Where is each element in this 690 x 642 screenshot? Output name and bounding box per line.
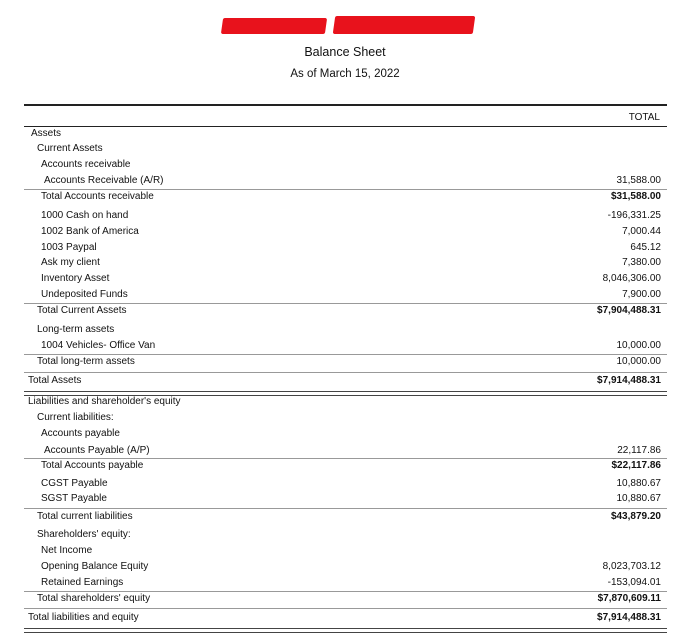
- group-current-assets: [24, 141, 667, 157]
- row-label: Undeposited Funds: [41, 289, 128, 300]
- table-row[interactable]: [24, 373, 667, 389]
- table-row[interactable]: [24, 240, 667, 256]
- row-label: CGST Payable: [41, 478, 108, 489]
- row-value[interactable]: $7,870,609.11: [597, 593, 661, 604]
- row-label: Total liabilities and equity: [28, 612, 139, 623]
- table-row[interactable]: [24, 173, 667, 189]
- row-label: Retained Earnings: [41, 577, 124, 588]
- redaction-mark: [333, 16, 476, 34]
- row-label: Opening Balance Equity: [41, 561, 149, 572]
- row-label: Accounts receivable: [41, 159, 131, 170]
- section-liabilities-equity: [24, 394, 667, 410]
- row-label: Total current liabilities: [37, 511, 133, 522]
- row-value[interactable]: 7,900.00: [622, 289, 661, 300]
- row-label: Total Current Assets: [37, 305, 127, 316]
- double-rule: [24, 628, 667, 633]
- row-label: Current liabilities:: [37, 412, 114, 423]
- row-value[interactable]: -196,331.25: [607, 210, 661, 221]
- table-row[interactable]: [24, 591, 667, 607]
- table-row[interactable]: [24, 271, 667, 287]
- row-value[interactable]: 645.12: [630, 242, 661, 253]
- row-value[interactable]: $22,117.86: [611, 460, 661, 471]
- row-label: Accounts Receivable (A/R): [44, 175, 164, 186]
- row-label: Accounts payable: [41, 428, 120, 439]
- row-value[interactable]: $7,914,488.31: [597, 375, 661, 386]
- redaction-mark: [221, 18, 327, 34]
- row-label: Long-term assets: [37, 324, 115, 335]
- table-row[interactable]: [24, 559, 667, 575]
- row-label: Assets: [31, 128, 62, 139]
- row-value[interactable]: 31,588.00: [616, 175, 661, 186]
- row-label: Liabilities and shareholder's equity: [28, 396, 181, 407]
- header-rule-top: [24, 104, 667, 106]
- row-label: 1003 Paypal: [41, 242, 97, 253]
- row-label: Net Income: [41, 545, 93, 556]
- row-value[interactable]: 10,000.00: [616, 356, 661, 367]
- row-label: Total shareholders' equity: [37, 593, 151, 604]
- table-row[interactable]: [24, 543, 667, 559]
- company-name-redacted: [0, 12, 690, 38]
- row-value[interactable]: 10,000.00: [616, 340, 661, 351]
- row-value[interactable]: 22,117.86: [617, 445, 661, 456]
- row-label: 1002 Bank of America: [41, 226, 139, 237]
- row-value[interactable]: -153,094.01: [607, 577, 661, 588]
- row-label: 1004 Vehicles- Office Van: [41, 340, 156, 351]
- table-row[interactable]: [24, 354, 667, 370]
- row-label: Total Accounts payable: [41, 460, 144, 471]
- row-label: Total long-term assets: [37, 356, 135, 367]
- subtotal-rule: [24, 608, 667, 609]
- report-date: As of March 15, 2022: [290, 68, 400, 80]
- row-value[interactable]: $43,879.20: [610, 511, 661, 522]
- row-value[interactable]: $7,904,488.31: [597, 305, 661, 316]
- table-row[interactable]: [24, 338, 667, 354]
- row-label: Current Assets: [37, 143, 103, 154]
- row-label: Ask my client: [41, 257, 100, 268]
- table-row[interactable]: [24, 575, 667, 591]
- table-row[interactable]: [24, 255, 667, 271]
- group-shareholders-equity: [24, 527, 667, 543]
- row-label: Inventory Asset: [41, 273, 110, 284]
- report-title: Balance Sheet: [304, 45, 386, 59]
- row-label: Accounts Payable (A/P): [44, 445, 150, 456]
- table-row[interactable]: [24, 476, 667, 492]
- table-row[interactable]: [24, 458, 667, 474]
- row-value[interactable]: 8,046,306.00: [602, 273, 661, 284]
- table-row[interactable]: [24, 189, 667, 205]
- column-header-total: TOTAL: [628, 112, 660, 123]
- group-current-liabilities: [24, 410, 667, 426]
- row-label: SGST Payable: [41, 493, 107, 504]
- row-value[interactable]: $31,588.00: [610, 191, 661, 202]
- table-row[interactable]: [24, 303, 667, 319]
- row-value[interactable]: $7,914,488.31: [597, 612, 661, 623]
- group-long-term-assets: [24, 322, 667, 338]
- group-accounts-payable: [24, 426, 667, 442]
- row-label: Shareholders' equity:: [37, 529, 131, 540]
- row-value[interactable]: 8,023,703.12: [602, 561, 661, 572]
- row-label: 1000 Cash on hand: [41, 210, 129, 221]
- section-assets: [24, 126, 667, 142]
- row-value[interactable]: 7,000.44: [622, 226, 661, 237]
- table-row[interactable]: [24, 443, 667, 459]
- row-value[interactable]: 10,880.67: [616, 493, 661, 504]
- row-value[interactable]: 7,380.00: [622, 257, 661, 268]
- row-label: Total Assets: [28, 375, 82, 386]
- row-value[interactable]: 10,880.67: [616, 478, 661, 489]
- table-row[interactable]: [24, 224, 667, 240]
- table-row[interactable]: [24, 208, 667, 224]
- group-accounts-receivable: [24, 157, 667, 173]
- table-row[interactable]: [24, 610, 667, 626]
- table-row[interactable]: [24, 491, 667, 507]
- table-row[interactable]: [24, 287, 667, 303]
- row-label: Total Accounts receivable: [41, 191, 154, 202]
- table-row[interactable]: [24, 509, 667, 525]
